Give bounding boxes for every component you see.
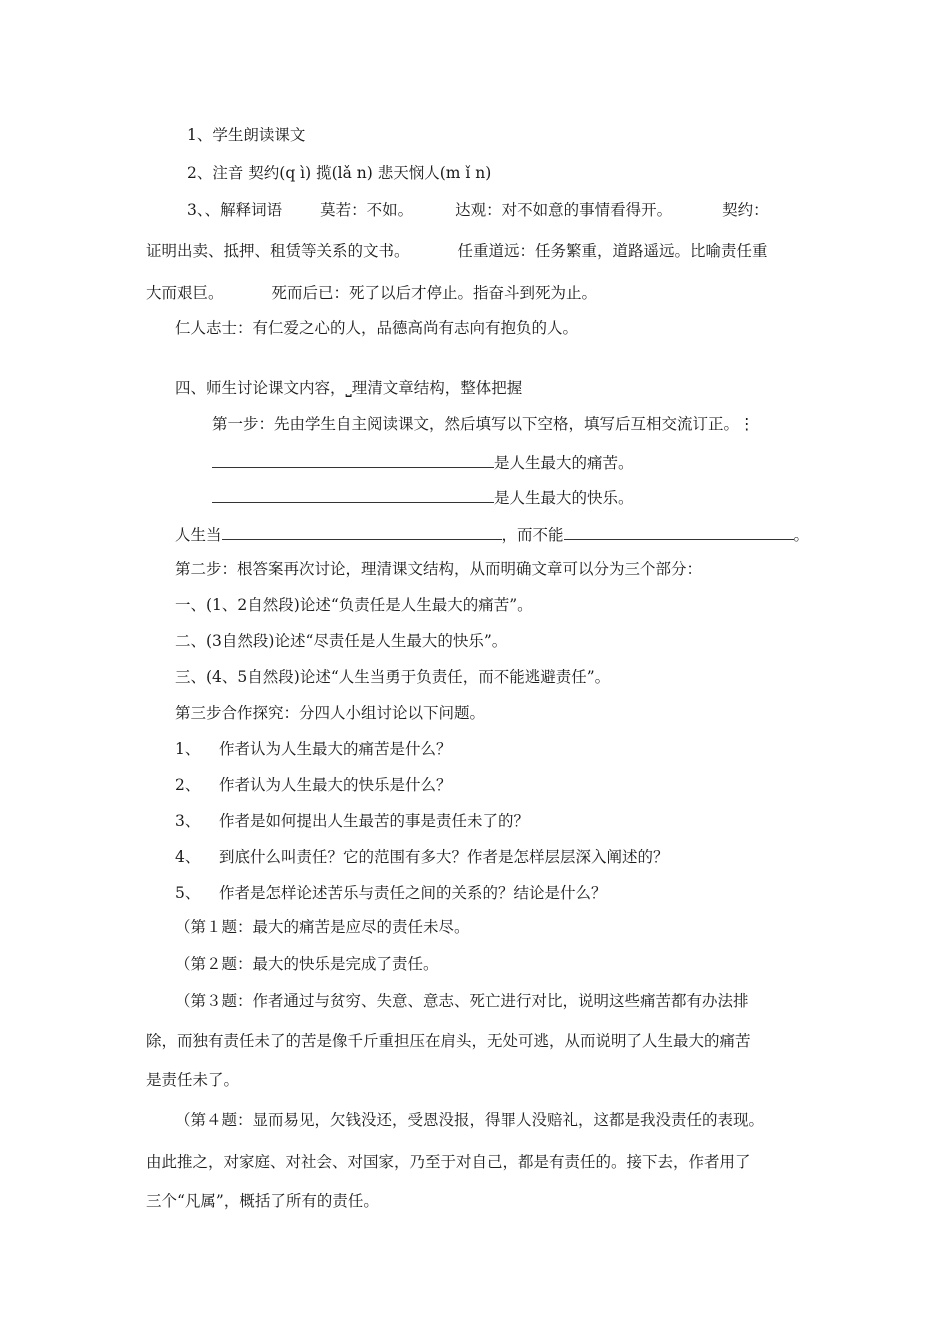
vocab-renzhongdaoyuan: 任重道远：任务繁重，道路遥远。比喻责任重 — [457, 242, 768, 260]
question-item — [175, 774, 452, 796]
vocabulary-heading: 3、、解释词语 — [187, 201, 283, 219]
question-item — [175, 882, 607, 904]
vocab-qiyue-term: 契约： — [722, 201, 769, 219]
reading-step: 1、学生朗读课文 — [187, 126, 306, 144]
question-item — [175, 810, 529, 832]
blank-line[interactable] — [212, 485, 494, 503]
answer-three-line-1: （第３题：作者通过与贫穷、失意、意志、死亡进行对比，说明这些痛苦都有办法排 — [175, 992, 749, 1010]
blank-line[interactable] — [212, 450, 494, 468]
question-item — [175, 846, 669, 868]
answer-three-line-2: 除，而独有责任未了的苦是像千斤重担压在肩头，无处可逃，从而说明了人生最大的痛苦 — [146, 1032, 751, 1050]
question-text: 到底什么叫责任？它的范围有多大？作者是怎样层层深入阐述的？ — [219, 848, 669, 866]
blank-end: 。 — [793, 526, 810, 544]
part-two: 二、(3自然段)论述“尽责任是人生最大的快乐”。 — [175, 632, 508, 650]
vocab-moruo: 莫若：不如。 — [320, 201, 414, 219]
blank-suffix: 是人生最大的痛苦。 — [494, 454, 634, 472]
question-number: 3、 — [175, 812, 201, 830]
blank-line[interactable] — [564, 522, 794, 540]
question-text: 作者认为人生最大的痛苦是什么？ — [219, 740, 452, 758]
blank-line[interactable] — [222, 522, 502, 540]
vocab-renzhongdaoyuan-end: 大而艰巨。 — [146, 284, 224, 302]
part-three: 三、(4、5自然段)论述“人生当勇于负责任，而不能逃避责任”。 — [175, 668, 611, 686]
blank-prefix: 人生当 — [175, 526, 222, 544]
fill-blank-joy — [212, 485, 634, 509]
question-item — [175, 738, 452, 760]
pronunciation-step: 2、注音 契约(q ì) 揽(lǎ n) 悲天悯人(m ǐ n) — [187, 164, 492, 182]
fill-blank-life — [175, 522, 809, 546]
question-number: 4、 — [175, 848, 201, 866]
answer-three-line-3: 是责任未了。 — [146, 1071, 240, 1089]
vocabulary-line-3 — [146, 282, 597, 304]
step-three: 第三步合作探究：分四人小组讨论以下问题。 — [175, 704, 486, 722]
question-text: 作者认为人生最大的快乐是什么？ — [219, 776, 452, 794]
section-four-heading: 四、师生讨论课文内容，⎵理清文章结构，整体把握 — [175, 379, 523, 397]
question-text: 作者是如何提出人生最苦的事是责任未了的？ — [219, 812, 530, 830]
step-one: 第一步：先由学生自主阅读课文，然后填写以下空格，填写后互相交流订正。⋮ — [212, 415, 755, 433]
blank-middle: ，而不能 — [501, 526, 564, 544]
answer-four-line-2: 由此推之，对家庭、对社会、对国家，乃至于对自己，都是有责任的。接下去，作者用了 — [146, 1153, 751, 1171]
vocab-daguan: 达观：对不如意的事情看得开。 — [455, 201, 673, 219]
vocabulary-line-2 — [146, 240, 768, 262]
part-one: 一、(1、2自然段)论述“负责任是人生最大的痛苦”。 — [175, 596, 533, 614]
answer-one: （第１题：最大的痛苦是应尽的责任未尽。 — [175, 918, 470, 936]
answer-four-line-3: 三个“凡属”，概括了所有的责任。 — [146, 1192, 379, 1210]
question-number: 1、 — [175, 740, 201, 758]
question-text: 作者是怎样论述苦乐与责任之间的关系的？结论是什么？ — [219, 884, 607, 902]
vocabulary-line-1 — [187, 199, 769, 221]
vocab-sierhouyi: 死而后已：死了以后才停止。指奋斗到死为止。 — [271, 284, 598, 302]
answer-four-line-1: （第４题：显而易见，欠钱没还，受恩没报，得罪人没赔礼，这都是我没责任的表现。 — [175, 1111, 765, 1129]
answer-two: （第２题：最大的快乐是完成了责任。 — [175, 955, 439, 973]
step-two: 第二步：根答案再次讨论，理清课文结构，从而明确文章可以分为三个部分： — [175, 560, 703, 578]
vocab-renrenzhishi: 仁人志士：有仁爱之心的人，品德高尚有志向有抱负的人。 — [175, 319, 579, 337]
question-number: 5、 — [175, 884, 201, 902]
vocab-qiyue-definition: 证明出卖、抵押、租赁等关系的文书。 — [146, 242, 410, 260]
question-number: 2、 — [175, 776, 201, 794]
blank-suffix: 是人生最大的快乐。 — [494, 489, 634, 507]
fill-blank-pain — [212, 450, 634, 474]
